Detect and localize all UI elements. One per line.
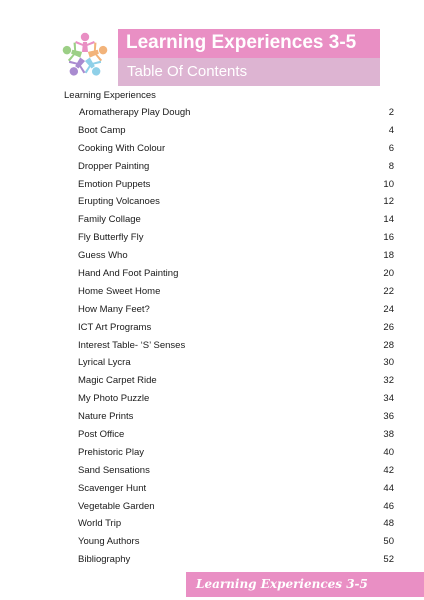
page-subtitle: Table Of Contents bbox=[127, 63, 248, 80]
toc-entry[interactable] bbox=[0, 193, 424, 211]
toc-entry-page-number: 16 bbox=[383, 232, 394, 244]
toc-entry[interactable] bbox=[0, 176, 424, 194]
toc-entry-title: Lyrical Lycra bbox=[78, 357, 131, 369]
footer-title: Learning Experiences 3-5 bbox=[196, 577, 368, 591]
toc-entry-title: Dropper Painting bbox=[78, 160, 150, 172]
toc-entry-page-number: 42 bbox=[383, 464, 394, 476]
toc-entry-title: Fly Butterfly Fly bbox=[78, 232, 144, 244]
toc-entry-page-number: 2 bbox=[388, 107, 394, 118]
toc-entry-title: Interest Table- ‘S’ Senses bbox=[78, 339, 186, 351]
toc-entry-page-number: 52 bbox=[383, 554, 394, 566]
toc-entry[interactable] bbox=[0, 301, 424, 319]
toc-entry-page-number: 46 bbox=[383, 500, 394, 512]
toc-entry-title: Bibliography bbox=[78, 554, 131, 566]
toc-entry-page-number: 22 bbox=[383, 285, 394, 297]
toc-entry-page-number: 36 bbox=[383, 411, 394, 423]
toc-entry-title: Prehistoric Play bbox=[78, 446, 144, 458]
toc-entry[interactable] bbox=[0, 229, 424, 247]
toc-entry-title: Sand Sensations bbox=[78, 464, 150, 476]
toc-entry[interactable] bbox=[0, 408, 424, 426]
toc-entry[interactable] bbox=[0, 498, 424, 516]
toc-entry-page-number: 40 bbox=[383, 446, 394, 458]
toc-entry[interactable] bbox=[0, 426, 424, 444]
toc-entry[interactable] bbox=[0, 211, 424, 229]
toc-entry-page-number: 4 bbox=[388, 124, 394, 136]
toc-entry-title: Nature Prints bbox=[78, 411, 134, 423]
page-title: Learning Experiences 3-5 bbox=[126, 32, 357, 53]
toc-entry[interactable] bbox=[0, 337, 424, 355]
toc-entry-title: ICT Art Programs bbox=[78, 321, 152, 333]
toc-entry-page-number: 14 bbox=[383, 214, 394, 226]
toc-entry-page-number: 38 bbox=[383, 429, 394, 441]
toc-entry-page-number: 26 bbox=[383, 321, 394, 333]
toc-entry-page-number: 8 bbox=[388, 160, 394, 172]
toc-entry[interactable] bbox=[0, 247, 424, 265]
section-heading: Learning Experiences bbox=[64, 90, 156, 101]
toc-entry[interactable] bbox=[0, 140, 424, 158]
toc-entry-title: World Trip bbox=[78, 518, 122, 530]
toc-entry[interactable] bbox=[0, 462, 424, 480]
toc-entry[interactable] bbox=[0, 283, 424, 301]
toc-entry-page-number: 20 bbox=[383, 268, 394, 280]
toc-entry[interactable] bbox=[0, 158, 424, 176]
toc-entry[interactable] bbox=[0, 122, 424, 140]
title-banner bbox=[118, 29, 380, 58]
toc-entry[interactable] bbox=[0, 444, 424, 462]
toc-entry[interactable] bbox=[0, 319, 424, 337]
logo-figure-pink bbox=[75, 33, 95, 52]
toc-entry-page-number: 24 bbox=[383, 303, 394, 315]
toc-entry-page-number: 18 bbox=[383, 250, 394, 262]
logo-figure-blue bbox=[79, 53, 106, 80]
toc-entry-page-number: 28 bbox=[383, 339, 394, 351]
toc-entry-title: Young Authors bbox=[78, 536, 140, 548]
toc-entry-page-number: 32 bbox=[383, 375, 394, 387]
toc-entry[interactable] bbox=[0, 372, 424, 390]
toc-entry-page-number: 50 bbox=[383, 536, 394, 548]
toc-entry-page-number: 10 bbox=[383, 178, 394, 190]
toc-entry[interactable] bbox=[0, 515, 424, 533]
toc-entry-title: Magic Carpet Ride bbox=[78, 375, 157, 387]
toc-entry-title: My Photo Puzzle bbox=[78, 393, 150, 405]
toc-entry[interactable] bbox=[0, 104, 424, 122]
toc-entry[interactable] bbox=[0, 551, 424, 569]
toc-entry[interactable] bbox=[0, 390, 424, 408]
toc-entry-title: Scavenger Hunt bbox=[78, 482, 147, 494]
toc-entry-title: Emotion Puppets bbox=[78, 178, 151, 190]
toc-entry-title: Cooking With Colour bbox=[78, 142, 166, 154]
toc-entry-title: Post Office bbox=[78, 429, 125, 441]
toc-entry[interactable] bbox=[0, 533, 424, 551]
toc-entry[interactable] bbox=[0, 265, 424, 283]
subtitle-banner bbox=[118, 58, 380, 86]
table-of-contents bbox=[0, 104, 424, 569]
logo-figure-purple bbox=[63, 53, 90, 80]
toc-entry-title: Erupting Volcanoes bbox=[78, 196, 160, 208]
toc-entry-title: Family Collage bbox=[78, 214, 141, 226]
toc-entry-title: Boot Camp bbox=[78, 124, 126, 136]
toc-entry-page-number: 6 bbox=[388, 142, 394, 154]
toc-entry-page-number: 34 bbox=[383, 393, 394, 405]
toc-entry-title: How Many Feet? bbox=[78, 303, 150, 315]
toc-entry-title: Guess Who bbox=[78, 250, 128, 262]
children-circle-logo-icon bbox=[58, 30, 112, 82]
toc-entry-title: Hand And Foot Painting bbox=[78, 268, 179, 280]
toc-entry-page-number: 48 bbox=[383, 518, 394, 530]
toc-entry[interactable] bbox=[0, 480, 424, 498]
toc-entry[interactable] bbox=[0, 354, 424, 372]
toc-entry-page-number: 12 bbox=[383, 196, 394, 208]
toc-entry-title: Home Sweet Home bbox=[78, 285, 161, 297]
toc-entry-page-number: 30 bbox=[383, 357, 394, 369]
toc-entry-title: Aromatherapy Play Dough bbox=[79, 107, 191, 118]
footer-banner bbox=[186, 572, 424, 597]
toc-entry-page-number: 44 bbox=[383, 482, 394, 494]
toc-entry-title: Vegetable Garden bbox=[78, 500, 155, 512]
